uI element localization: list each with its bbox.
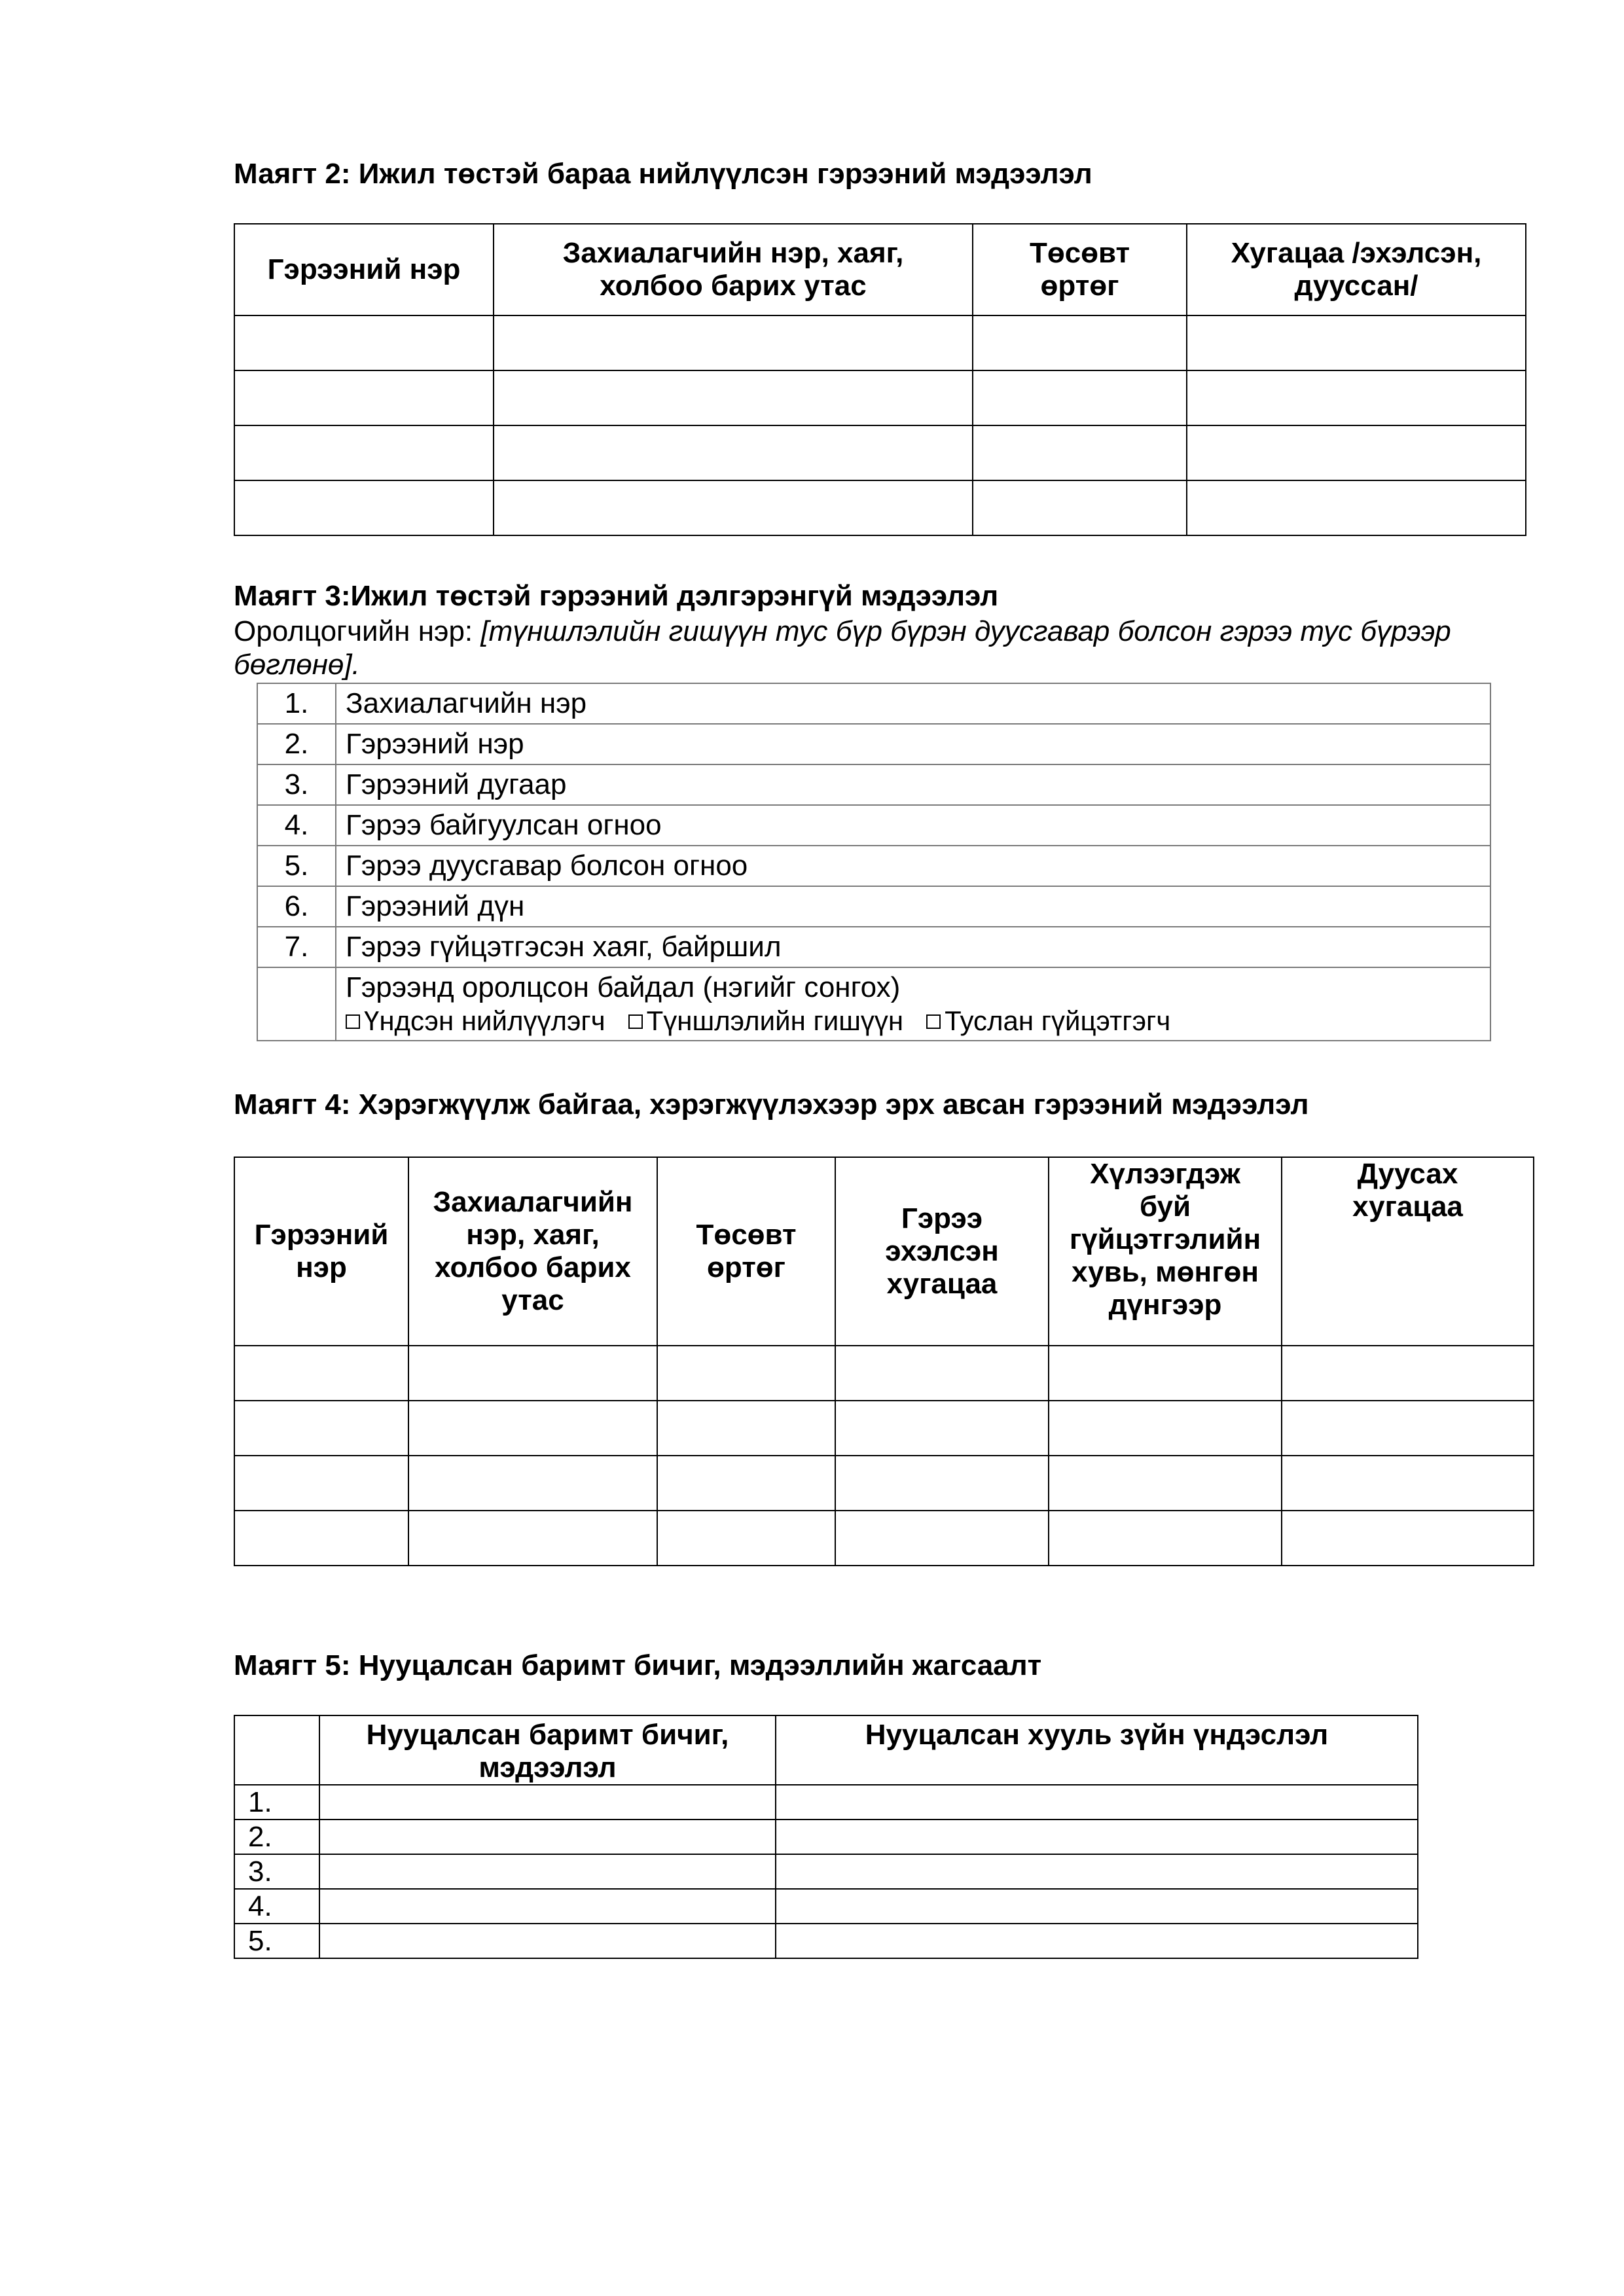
- form5-cell[interactable]: [776, 1820, 1418, 1854]
- form2-cell[interactable]: [973, 315, 1187, 370]
- form2-cell[interactable]: [494, 480, 973, 535]
- table-row: [257, 886, 1490, 927]
- checkbox-main-supplier[interactable]: [346, 1014, 360, 1029]
- form2-cell[interactable]: [234, 480, 494, 535]
- form2-header-duration: Хугацаа /эхэлсэн, дууссан/: [1187, 224, 1526, 315]
- form5-cell[interactable]: [319, 1820, 776, 1854]
- form2-header-client: Захиалагчийн нэр, хаяг, холбоо барих утас: [494, 224, 973, 315]
- row-number: 4.: [257, 805, 336, 846]
- option-main-supplier: Үндсэн нийлүүлэгч: [364, 1005, 605, 1037]
- form4-cell[interactable]: [657, 1346, 835, 1401]
- row-number: 6.: [257, 886, 336, 927]
- form2-cell[interactable]: [1187, 315, 1526, 370]
- form4-cell[interactable]: [657, 1511, 835, 1566]
- row-label: Гэрээний дугаар: [336, 764, 1490, 805]
- row-number: 2.: [234, 1820, 319, 1854]
- form2-cell[interactable]: [973, 425, 1187, 480]
- form4-cell[interactable]: [408, 1401, 657, 1456]
- form5-cell[interactable]: [319, 1785, 776, 1820]
- form4-header-end: Дуусах хугацаа: [1282, 1157, 1534, 1346]
- table-row: [257, 967, 1490, 1041]
- form4-cell[interactable]: [835, 1401, 1049, 1456]
- form4-cell[interactable]: [835, 1456, 1049, 1511]
- form5-cell[interactable]: [319, 1924, 776, 1958]
- form4-table: [234, 1157, 1534, 1566]
- row-number: 5.: [257, 846, 336, 886]
- row-number: 3.: [257, 764, 336, 805]
- table-row: [257, 846, 1490, 886]
- form2-cell[interactable]: [1187, 425, 1526, 480]
- form4-cell[interactable]: [234, 1511, 408, 1566]
- form4-header-contract-name: Гэрээний нэр: [234, 1157, 408, 1346]
- table-row: [234, 480, 1526, 535]
- form2-cell[interactable]: [1187, 370, 1526, 425]
- form2-header-contract-name: Гэрээний нэр: [234, 224, 494, 315]
- form4-cell[interactable]: [408, 1511, 657, 1566]
- table-row: [234, 1346, 1534, 1401]
- form4-cell[interactable]: [1049, 1456, 1282, 1511]
- table-row: [257, 927, 1490, 967]
- form5-title: Маягт 5: Нууцалсан баримт бичиг, мэдээллийн жагсаалт: [234, 1649, 1042, 1681]
- form5-cell[interactable]: [776, 1854, 1418, 1889]
- participation-label: Гэрээнд оролцсон байдал (нэгийг сонгох): [346, 971, 901, 1004]
- form4-header-start: Гэрээ эхэлсэн хугацаа: [835, 1157, 1049, 1346]
- form2-cell[interactable]: [1187, 480, 1526, 535]
- table-row: [234, 1456, 1534, 1511]
- form5-table: [234, 1715, 1418, 1959]
- form4-cell[interactable]: [234, 1456, 408, 1511]
- row-number: 1.: [257, 683, 336, 724]
- form4-cell[interactable]: [408, 1346, 657, 1401]
- form4-cell[interactable]: [1282, 1456, 1534, 1511]
- table-row: [234, 1511, 1534, 1566]
- form5-cell[interactable]: [776, 1889, 1418, 1924]
- table-row: [257, 805, 1490, 846]
- form4-cell[interactable]: [835, 1511, 1049, 1566]
- form4-title: Маягт 4: Хэрэгжүүлж байгаа, хэрэгжүүлэхээр эрх авсан гэрээний мэдээлэл: [234, 1088, 1309, 1121]
- form5-cell[interactable]: [319, 1889, 776, 1924]
- row-label: Гэрээ гүйцэтгэсэн хаяг, байршил: [336, 927, 1490, 967]
- form2-cell[interactable]: [234, 370, 494, 425]
- form4-cell[interactable]: [1049, 1346, 1282, 1401]
- form3-table: [257, 683, 1491, 1041]
- table-row: [234, 370, 1526, 425]
- row-number-empty: [257, 967, 336, 1041]
- form5-cell[interactable]: [776, 1785, 1418, 1820]
- form4-cell[interactable]: [1282, 1511, 1534, 1566]
- row-number: 2.: [257, 724, 336, 764]
- form4-cell[interactable]: [1049, 1401, 1282, 1456]
- form3-participant-line: [234, 615, 1451, 649]
- form3-title: Маягт 3:Ижил төстэй гэрээний дэлгэрэнгүй мэдээлэл: [234, 580, 999, 612]
- form2-cell[interactable]: [973, 480, 1187, 535]
- form4-cell[interactable]: [1282, 1346, 1534, 1401]
- checkbox-subcontractor[interactable]: [926, 1014, 941, 1029]
- participation-options: [346, 1005, 1490, 1037]
- participant-note-part1: [түншлэлийн гишүүн тус бүр бүрэн дуусгавар болсон гэрээ тус бүрээр: [480, 615, 1451, 647]
- form4-cell[interactable]: [1049, 1511, 1282, 1566]
- row-label: Захиалагчийн нэр: [336, 683, 1490, 724]
- row-label: Гэрээний дүн: [336, 886, 1490, 927]
- form4-cell[interactable]: [835, 1346, 1049, 1401]
- form4-header-expected-performance: Хүлээгдэж буй гүйцэтгэлийн хувь, мөнгөн дүнгээр: [1049, 1157, 1282, 1346]
- form2-header-budget: Төсөвт өртөг: [973, 224, 1187, 315]
- participation-cell: [336, 967, 1490, 1041]
- row-number: 1.: [234, 1785, 319, 1820]
- row-label: Гэрээ дуусгавар болсон огноо: [336, 846, 1490, 886]
- form4-cell[interactable]: [234, 1346, 408, 1401]
- table-row: [257, 724, 1490, 764]
- form4-cell[interactable]: [1282, 1401, 1534, 1456]
- row-label: Гэрээ байгуулсан огноо: [336, 805, 1490, 846]
- table-row: [234, 1820, 1418, 1854]
- form2-cell[interactable]: [973, 370, 1187, 425]
- form4-header-client: Захиалагчийн нэр, хаяг, холбоо барих утас: [408, 1157, 657, 1346]
- form2-cell[interactable]: [234, 425, 494, 480]
- form2-title: Маягт 2: Ижил төстэй бараа нийлүүлсэн гэрээний мэдээлэл: [234, 158, 1092, 190]
- option-subcontractor: Туслан гүйцэтгэгч: [945, 1005, 1171, 1037]
- form4-cell[interactable]: [657, 1456, 835, 1511]
- checkbox-partnership-member[interactable]: [628, 1014, 643, 1029]
- option-partnership-member: Түншлэлийн гишүүн: [646, 1005, 904, 1037]
- form4-cell[interactable]: [234, 1401, 408, 1456]
- table-row: [257, 683, 1490, 724]
- row-number: 7.: [257, 927, 336, 967]
- form2-table: [234, 223, 1526, 536]
- table-row: [234, 1854, 1418, 1889]
- form5-cell[interactable]: [776, 1924, 1418, 1958]
- row-number: 3.: [234, 1854, 319, 1889]
- form2-cell[interactable]: [234, 315, 494, 370]
- participant-label: Оролцогчийн нэр:: [234, 615, 481, 647]
- form2-cell[interactable]: [494, 425, 973, 480]
- form4-header-budget: Төсөвт өртөг: [657, 1157, 835, 1346]
- table-row: [234, 425, 1526, 480]
- row-label: Гэрээний нэр: [336, 724, 1490, 764]
- row-number: 5.: [234, 1924, 319, 1958]
- form2-cell[interactable]: [494, 315, 973, 370]
- table-row: [234, 1924, 1418, 1958]
- row-number: 4.: [234, 1889, 319, 1924]
- form5-header-number: [234, 1715, 319, 1785]
- table-row: [234, 315, 1526, 370]
- form4-cell[interactable]: [657, 1401, 835, 1456]
- form4-cell[interactable]: [408, 1456, 657, 1511]
- form5-header-document: Нууцалсан баримт бичиг, мэдээлэл: [319, 1715, 776, 1785]
- form2-cell[interactable]: [494, 370, 973, 425]
- table-row: [234, 1889, 1418, 1924]
- table-row: [234, 1785, 1418, 1820]
- participant-note-part2: бөглөнө].: [234, 649, 360, 681]
- form5-header-legal-basis: Нууцалсан хууль зүйн үндэслэл: [776, 1715, 1418, 1785]
- table-row: [257, 764, 1490, 805]
- form5-cell[interactable]: [319, 1854, 776, 1889]
- table-row: [234, 1401, 1534, 1456]
